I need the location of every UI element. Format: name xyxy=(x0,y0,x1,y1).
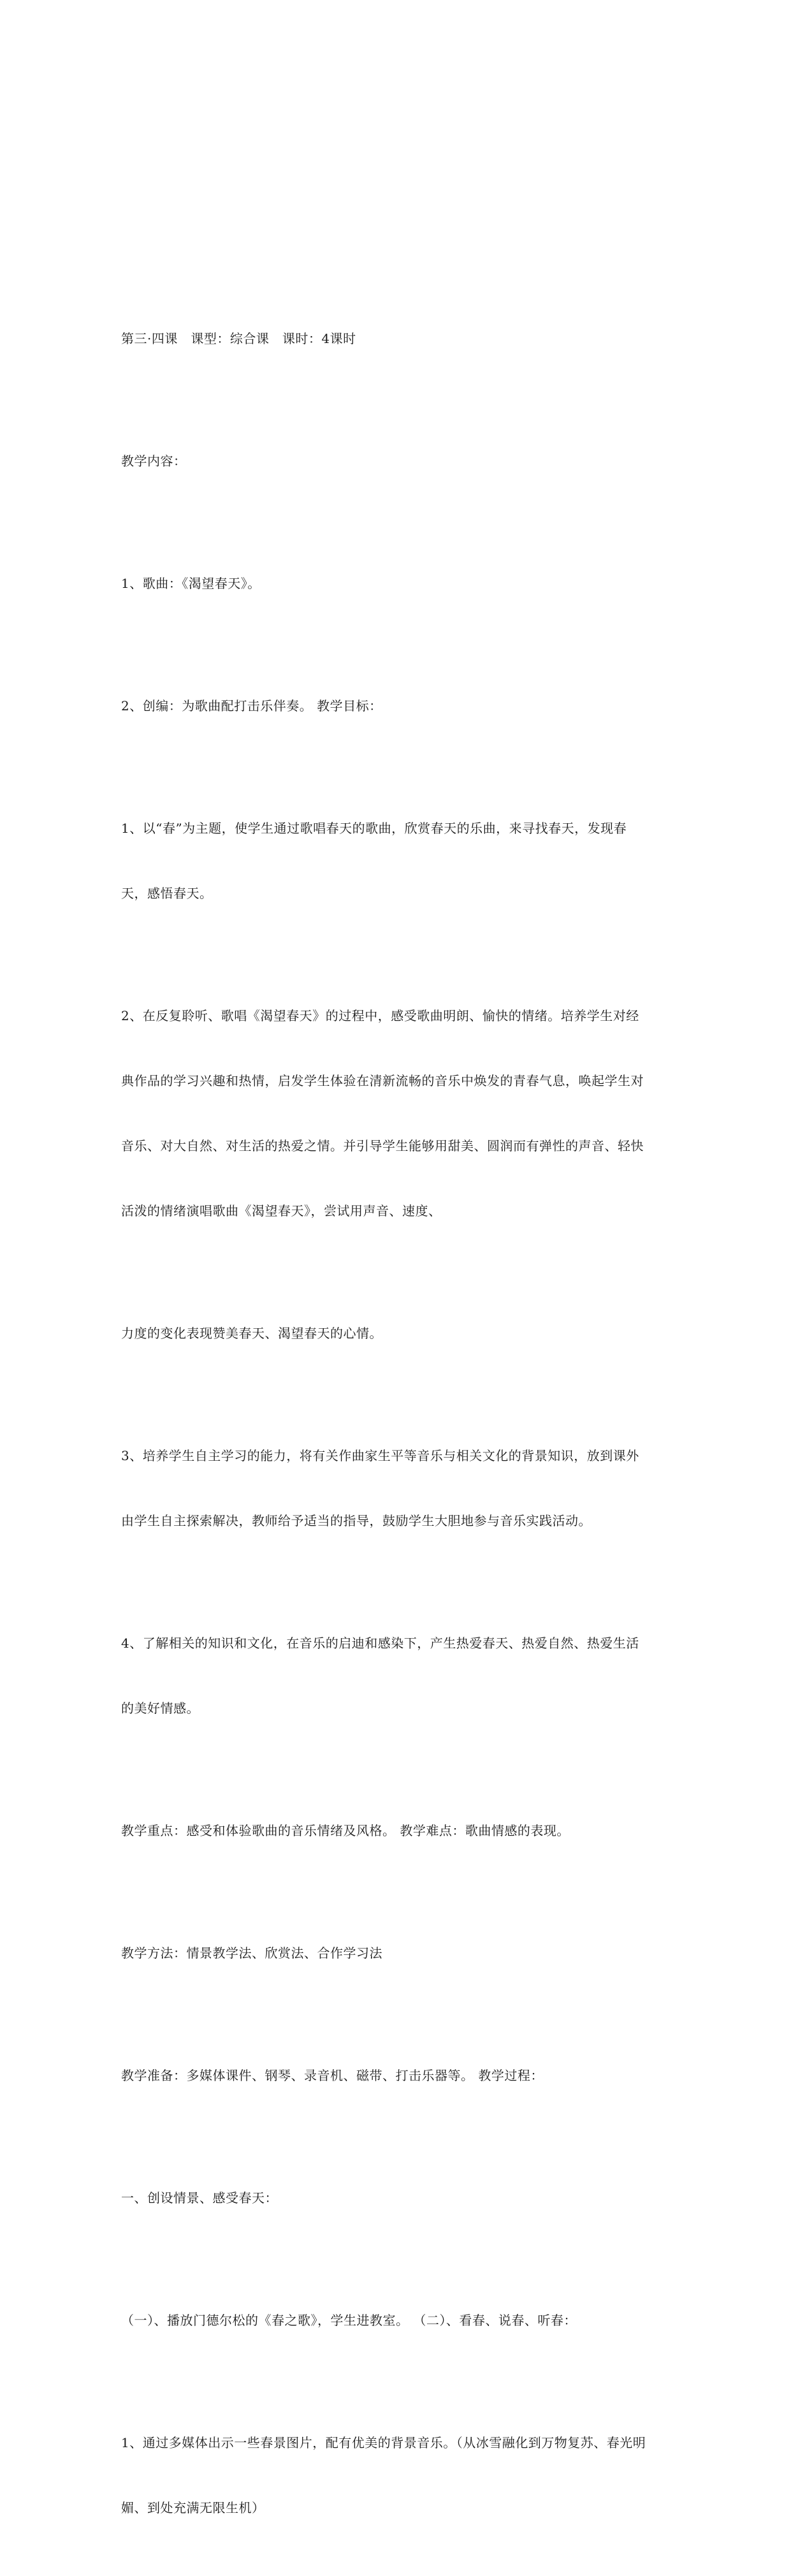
content-item xyxy=(121,529,669,638)
text-line: 教学方法：情景教学法、欣赏法、合作学习法 xyxy=(121,1945,382,1961)
goal-paragraph xyxy=(121,774,669,948)
goal-paragraph xyxy=(121,1401,669,1575)
teaching-content-heading xyxy=(121,407,669,515)
text-line: 典作品的学习兴趣和热情，启发学生体验在清新流畅的音乐中焕发的青春气息，唤起学生对 xyxy=(121,1073,644,1088)
text-line: 由学生自主探索解决，教师给予适当的指导，鼓励学生大胆地参与音乐实践活动。 xyxy=(121,1513,591,1528)
goal-paragraph xyxy=(121,1589,669,1762)
text-line: 媚、到处充满无限生机） xyxy=(121,2500,265,2515)
text-line: 活泼的情绪演唱歌曲《渴望春天》，尝试用声音、速度、 xyxy=(121,1203,442,1218)
preparation-paragraph xyxy=(121,2021,669,2130)
text-line: 一、创设情景、感受春天： xyxy=(121,2190,278,2206)
text-line: 2、创编：为歌曲配打击乐伴奏。 教学目标： xyxy=(121,698,382,714)
text-line: 天，感悟春天。 xyxy=(121,886,213,901)
process-item xyxy=(121,2389,669,2562)
text-line: 2、在反复聆听、歌唱《渴望春天》的过程中，感受歌曲明朗、愉快的情绪。培养学生对经 xyxy=(121,1008,639,1023)
goal-paragraph xyxy=(121,962,669,1265)
lesson-header xyxy=(121,284,669,393)
text-line: 的美好情感。 xyxy=(121,1701,200,1716)
key-points-paragraph xyxy=(121,1776,669,1885)
text-line: 1、歌曲：《渴望春天》。 xyxy=(121,576,261,591)
text-line: （一）、播放门德尔松的《春之歌》，学生进教室。 （二）、看春、说春、听春： xyxy=(121,2313,577,2328)
process-substep xyxy=(121,2266,669,2375)
methods-paragraph xyxy=(121,1899,669,2007)
text-line: 力度的变化表现赞美春天、渴望春天的心情。 xyxy=(121,1326,382,1341)
process-step-heading xyxy=(121,2144,669,2252)
text-line: 3、培养学生自主学习的能力，将有关作曲家生平等音乐与相关文化的背景知识，放到课外 xyxy=(121,1448,639,1463)
text-line: 教学准备：多媒体课件、钢琴、录音机、磁带、打击乐器等。 教学过程： xyxy=(121,2068,544,2083)
text-line: 1、以“春”为主题，使学生通过歌唱春天的歌曲，欣赏春天的乐曲，来寻找春天，发现春 xyxy=(121,821,627,836)
content-item xyxy=(121,652,669,760)
goal-paragraph-continuation xyxy=(121,1279,669,1387)
text-line: 4、了解相关的知识和文化，在音乐的启迪和感染下，产生热爱春天、热爱自然、热爱生活 xyxy=(121,1636,639,1651)
text-line: 教学内容： xyxy=(121,453,187,469)
text-line: 音乐、对大自然、对生活的热爱之情。并引导学生能够用甜美、圆润而有弹性的声音、轻快 xyxy=(121,1138,644,1153)
text-line: 第三·四课 课型：综合课 课时：4课时 xyxy=(121,331,356,346)
text-line: 教学重点：感受和体验歌曲的音乐情绪及风格。 教学难点：歌曲情感的表现。 xyxy=(121,1823,570,1838)
text-line: 1、通过多媒体出示一些春景图片，配有优美的背景音乐。（从冰雪融化到万物复苏、春光明 xyxy=(121,2435,646,2450)
document-body xyxy=(121,284,669,2576)
